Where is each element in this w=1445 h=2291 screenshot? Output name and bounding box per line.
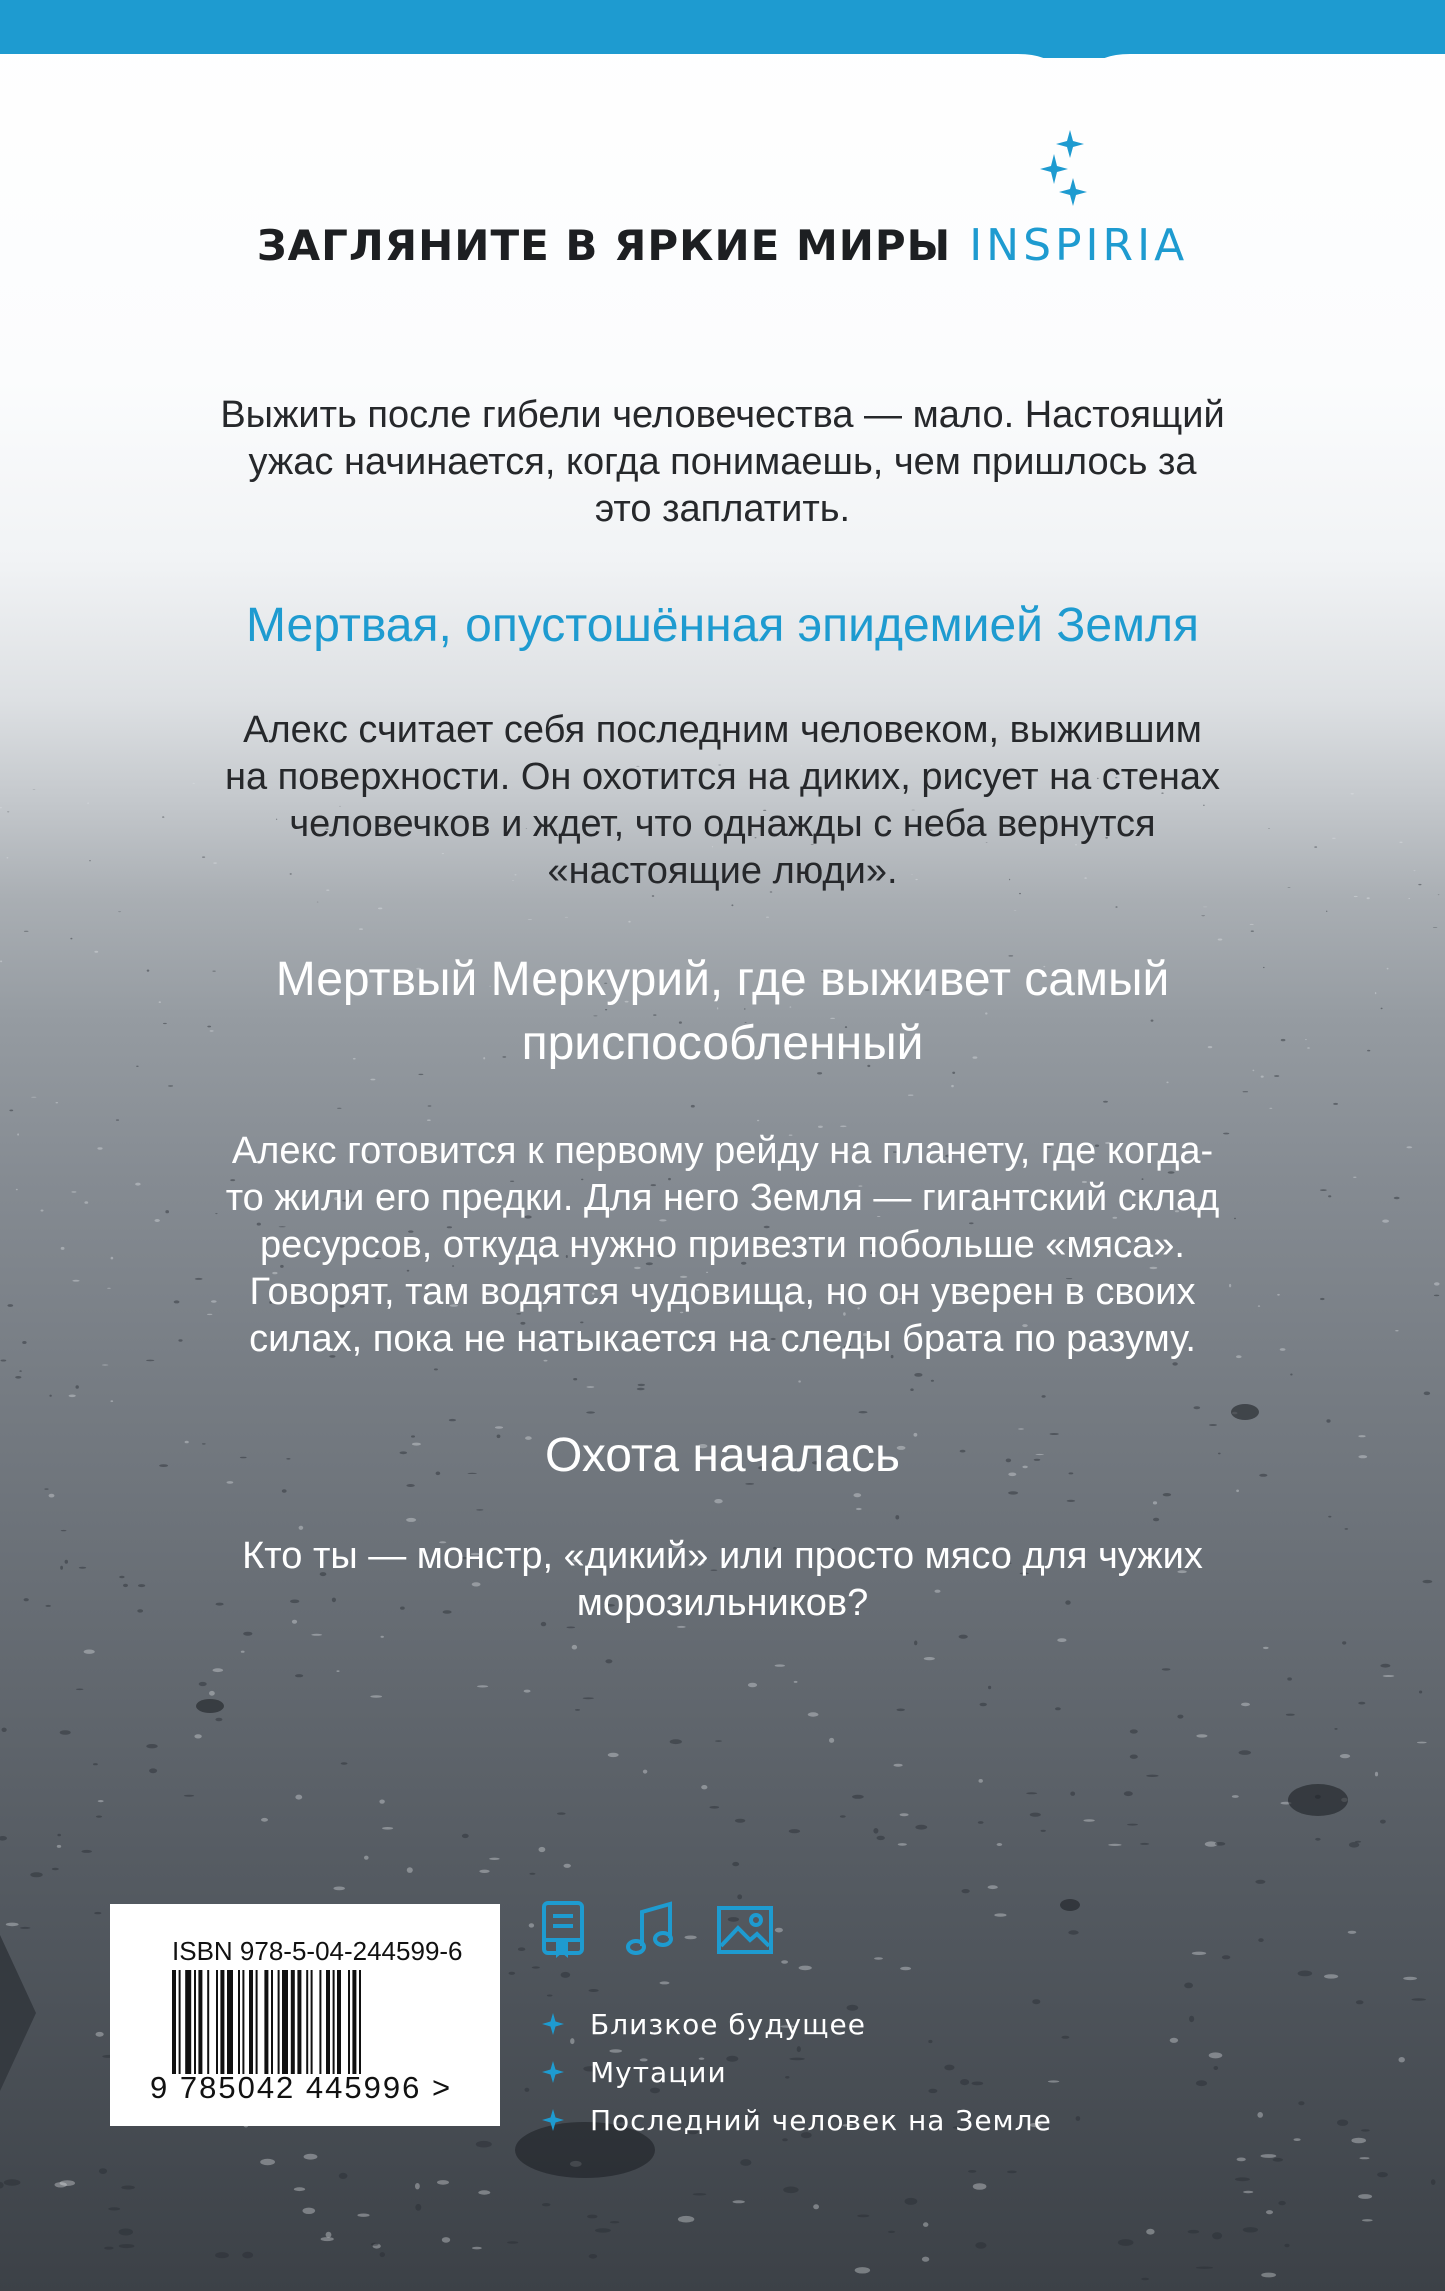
brand-logo-text: INSPIRIA <box>969 220 1189 271</box>
image-icon <box>716 1900 774 1964</box>
sparkle-bullet-icon <box>542 2061 564 2083</box>
tag-item <box>542 2000 1052 2048</box>
isbn-text: ISBN 978-5-04-244599-6 <box>172 1936 463 1966</box>
blurb-intro: Выжить после гибели человечества — мало. Настоящий ужас начинается, когда понимаешь, чем пришлось за это заплатить. <box>220 394 1225 530</box>
section1-title: Мертвая, опустошённая эпидемией Земля <box>245 599 1200 652</box>
top-accent-band <box>0 0 1445 58</box>
sparkle-bullet-icon <box>542 2109 564 2131</box>
section2-text: Алекс готовится к первому рейду на планету, где когда- то жили его предки. Для него Земля — гигантский склад ресурсов, откуда нужно привезти побольше «мяса». Говорят, там водятся чудовища, но он уверен в своих силах, пока не натыкается на следы брата по разуму. <box>225 1130 1220 1360</box>
barcode-bars <box>172 1970 462 2078</box>
sparkle-icon <box>1040 128 1090 210</box>
book-icon <box>540 1900 590 1964</box>
barcode-panel <box>110 1904 500 2126</box>
series-header <box>0 220 1445 271</box>
barcode-digits: 9 785042 445996 > <box>150 2070 453 2105</box>
genre-tags <box>542 2000 1052 2144</box>
sparkle-bullet-icon <box>542 2013 564 2035</box>
tag-item <box>542 2048 1052 2096</box>
section1-text: Алекс считает себя последним человеком, выжившим на поверхности. Он охотится на диких, рисует на стенах человечков и ждет, что однажды с неба вернутся «настоящие люди». <box>225 709 1220 892</box>
section2-title: Мертвый Меркурий, где выживет самый приспособленный <box>275 953 1170 1070</box>
barcode-notch <box>0 1935 36 2091</box>
music-note-icon <box>626 1900 676 1964</box>
series-title: ЗАГЛЯНИТЕ В ЯРКИЕ МИРЫ <box>256 221 952 270</box>
tag-label: Мутации <box>590 2055 727 2089</box>
section3-title: Охота началась <box>545 1429 900 1482</box>
tag-label: Близкое будущее <box>590 2007 866 2041</box>
tag-label: Последний человек на Земле <box>590 2103 1052 2137</box>
section3-text: Кто ты — монстр, «дикий» или просто мясо для чужих морозильников? <box>242 1535 1203 1624</box>
tag-item <box>542 2096 1052 2144</box>
